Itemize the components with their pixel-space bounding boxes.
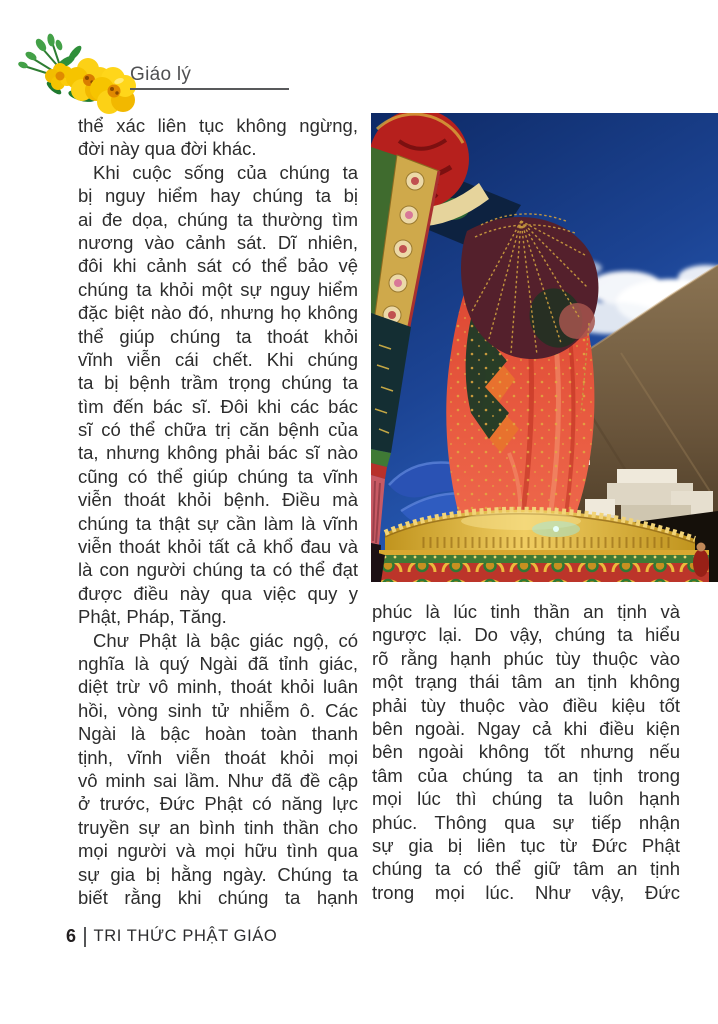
magazine-title: TRI THỨC PHẬT GIÁO — [93, 927, 278, 945]
section-label: Giáo lý — [130, 64, 192, 85]
text-line: ta, nhưng không phải bác sĩ nào — [78, 442, 358, 464]
text-line: thể giúp chúng ta thoát khỏi — [78, 325, 358, 347]
text-line: ta bị bệnh trầm trọng chúng ta — [78, 372, 358, 394]
text-line: chúng ta có thể giữ tâm an tịnh — [372, 858, 680, 880]
text-line: mọi lúc thì chúng ta luôn hạnh — [372, 788, 680, 810]
text-line: chúng ta thật sự cần làm là vĩnh — [78, 512, 358, 534]
text-line: nghĩa là quý Ngài đã tỉnh giác, — [78, 652, 358, 674]
article-right-column — [372, 600, 680, 904]
text-line: viễn thoát khỏi tất cả khổ đau và — [78, 536, 358, 558]
text-line: đặc biệt nào đó, nhưng họ không — [78, 302, 358, 324]
text-line: truyền sự an bình tinh thần cho — [78, 816, 358, 838]
text-line: tịnh, vĩnh viễn thoát khỏi mọi — [78, 746, 358, 768]
text-line: chúng ta khỏi một sự nguy hiểm — [78, 278, 358, 300]
text-line: viễn thoát khỏi bệnh. Điều mà — [78, 489, 358, 511]
text-line: bị nguy hiểm hay chúng ta bị — [78, 185, 358, 207]
text-line: sự gia bị liên tục từ Đức Phật — [372, 834, 680, 856]
text-line: rõ rằng hạnh phúc tùy thuộc vào — [372, 647, 680, 669]
page-footer — [66, 926, 277, 947]
text-line: phải tùy thuộc vào điều kiệu tốt — [372, 694, 680, 716]
text-line: hồi, vòng sinh tử nhiễm ô. Các — [78, 699, 358, 721]
text-line: đời này qua đời khác. — [78, 138, 257, 160]
text-line: bên ngoài không tốt nhưng nếu — [372, 741, 680, 763]
text-line: Ngài là bậc hoàn toàn thanh — [78, 723, 358, 745]
text-line: biết rằng khi chúng ta hạnh — [78, 886, 358, 908]
photo-base-band — [371, 550, 709, 582]
text-line: Chư Phật là bậc giác ngộ, có — [93, 629, 358, 651]
header-rule — [130, 88, 289, 90]
text-line: trong mọi lúc. Như vậy, Đức — [372, 881, 680, 903]
text-line: mọi người và mọi hữu tình qua — [78, 840, 358, 862]
text-line: nương vào cảnh sát. Dĩ nhiên, — [78, 231, 358, 253]
text-line: sĩ có thể chữa trị căn bệnh của — [78, 419, 358, 441]
text-line: là con người chúng ta có thể đạt — [78, 559, 358, 581]
buddha-statue-photo — [371, 113, 718, 582]
text-line: vô minh sai lầm. Như đã đề cập — [78, 769, 358, 791]
page-number: 6 — [66, 926, 77, 946]
text-line: phúc. Thông qua sự tiếp nhận — [372, 811, 680, 833]
text-line: phúc là lúc tinh thần an tịnh và — [372, 601, 680, 622]
text-line: ngược lại. Do vậy, chúng ta hiểu — [372, 624, 680, 646]
footer-divider — [84, 927, 86, 947]
apricot-flowers-icon — [12, 32, 138, 118]
text-line: tâm của chúng ta an tịnh trong — [372, 764, 680, 786]
text-line: Phật, Pháp, Tăng. — [78, 606, 227, 628]
text-line: thể xác liên tục không ngừng, — [78, 115, 358, 136]
text-line: sự gia bị hằng ngày. Chúng ta — [78, 863, 358, 885]
text-line: được điều này qua việc quy y — [78, 582, 358, 604]
text-line: diệt trừ vô minh, thoát khỏi luân — [78, 676, 358, 698]
text-line: ai đe dọa, chúng ta thường tìm — [78, 208, 358, 230]
text-line: một trạng thái tâm an tịnh không — [372, 671, 680, 693]
text-line: đôi khi cảnh sát có thể bảo vệ — [78, 255, 358, 277]
text-line: tìm đến bác sĩ. Đôi khi các bác — [78, 395, 358, 417]
text-line: Khi cuộc sống của chúng ta — [93, 161, 358, 183]
text-line: ở trước, Đức Phật có năng lực — [78, 793, 358, 815]
text-line: cũng có thể giúp chúng ta vĩnh — [78, 465, 358, 487]
text-line: vĩnh viễn cái chết. Khi chúng — [78, 348, 358, 370]
text-line: bên ngoài. Ngay cả khi điều kiện — [372, 717, 680, 739]
article-left-column — [78, 114, 358, 909]
